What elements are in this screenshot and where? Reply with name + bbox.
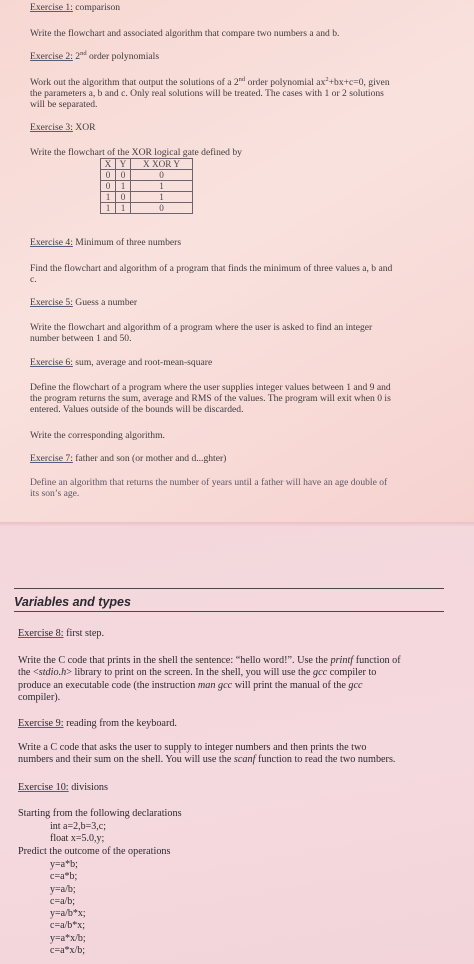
section-rule-top: [14, 588, 444, 589]
exercise-9-line-2: numbers and their sum on the shell. You will use the scanf function to read the two numbers.: [18, 754, 396, 766]
exercise-5-line-2: number between 1 and 50.: [30, 333, 132, 344]
header-y: Y: [116, 159, 131, 170]
declaration-line: float x=5.0,y;: [50, 833, 105, 845]
exercise-6-line-2: the program returns the sum, average and RMS of the values. The program will exit when 0 is: [30, 393, 391, 404]
exercise-8-body: [18, 655, 448, 705]
exercise-10-predict: Predict the outcome of the operations: [18, 846, 171, 857]
declarations: [50, 821, 106, 846]
exercise-10-intro: Starting from the following declarations: [18, 808, 182, 819]
cell: 0: [131, 203, 193, 214]
exercise-4-line-2: c.: [30, 274, 37, 285]
cell: 1: [116, 181, 131, 192]
operation-line: y=a*b;: [50, 859, 78, 870]
exercise-2-title: 2nd order polynomials: [75, 49, 160, 62]
exercise-10-heading: [18, 782, 448, 794]
exercise-1-label: Exercise 1:: [30, 2, 73, 13]
table-row: [101, 192, 193, 203]
cell: 0: [101, 170, 116, 181]
cell: 1: [101, 203, 116, 214]
exercise-1-body: Write the flowchart and associated algorithm that compare two numbers a and b.: [30, 28, 340, 39]
exercise-9-title: reading from the keyboard.: [66, 718, 177, 729]
cell: 0: [116, 192, 131, 203]
exercise-5-body: [30, 322, 430, 344]
operation-line: y=a/b*x;: [50, 908, 86, 920]
xor-truth-table: [100, 158, 193, 214]
exercise-4-line-1: Find the flowchart and algorithm of a program that finds the minimum of three values a, b and: [30, 263, 393, 274]
exercise-3-body: Write the flowchart of the XOR logical gate defined by: [30, 147, 242, 158]
operation-line: c=a/b*x;: [50, 920, 86, 932]
exercise-4-body: [30, 263, 430, 285]
exercise-10-title: divisions: [71, 782, 108, 793]
exercise-2-label: Exercise 2:: [30, 51, 73, 62]
operation-line: c=a*x/b;: [50, 945, 86, 957]
operation-line: c=a*b;: [50, 871, 78, 883]
cell: 1: [116, 203, 131, 214]
exercise-10-label: Exercise 10:: [18, 782, 69, 793]
exercise-7-heading: [30, 453, 430, 464]
cell: 0: [116, 170, 131, 181]
exercise-8-line-4: compiler).: [18, 692, 61, 704]
exercise-1-title: comparison: [75, 2, 121, 13]
table-row: [101, 181, 193, 192]
cell: 1: [101, 192, 116, 203]
cell: 1: [131, 192, 193, 203]
exercise-9-body: [18, 742, 448, 767]
exercise-6-body: [30, 382, 430, 415]
exercise-7-line-1: Define an algorithm that returns the number of years until a father will have an age double of: [30, 477, 388, 488]
operation-line: y=a/b;: [50, 883, 76, 895]
declaration-line: int a=2,b=3,c;: [50, 821, 106, 832]
exercise-9-heading: [18, 718, 448, 730]
operation-line: c=a/b;: [50, 895, 76, 907]
exercise-3-title: XOR: [75, 122, 96, 133]
exercise-3-heading: [30, 122, 430, 133]
exercise-8-line-1: Write the C code that prints in the shell the sentence: “hello word!”. Use the printf function of: [18, 655, 401, 666]
xor-table-header: [101, 159, 193, 170]
exercise-3-label: Exercise 3:: [30, 122, 73, 133]
exercise-5-line-1: Write the flowchart and algorithm of a program where the user is asked to find an integer: [30, 322, 373, 333]
table-row: [101, 203, 193, 214]
exercise-2-body: [30, 77, 430, 110]
exercise-7-line-2: its son’s age.: [30, 488, 80, 499]
exercise-2-line-1: Work out the algorithm that output the solutions of a 2nd order polynomial $ax^2+bx+c=0$, given: [30, 75, 390, 88]
exercise-6-line-3: entered. Values outside of the bounds will be discarded.: [30, 404, 244, 415]
exercise-7-title: father and son (or mother and d...ghter): [75, 453, 227, 464]
exercise-6-label: Exercise 6:: [30, 357, 73, 368]
exercise-6-line-1: Define the flowchart of a program where the user supplies integer values between 1 and 9 and: [30, 382, 391, 393]
operation-line: y=a*x/b;: [50, 932, 86, 944]
exercise-7-label: Exercise 7:: [30, 453, 73, 464]
cell: 0: [101, 181, 116, 192]
exercise-6-title: sum, average and root-mean-square: [75, 357, 213, 368]
exercise-8-title: first step.: [66, 628, 105, 639]
section-title: Variables and types: [14, 595, 131, 609]
exercise-5-label: Exercise 5:: [30, 297, 73, 308]
exercise-8-heading: [18, 628, 448, 640]
exercise-2-line-2: the parameters a, b and c. Only real solutions will be treated. The cases with 1 or 2 solutions: [30, 88, 384, 99]
table-row: [101, 170, 193, 181]
exercise-2-line-3: will be separated.: [30, 99, 98, 110]
exercise-2-heading: [30, 51, 430, 62]
cell: 0: [131, 170, 193, 181]
exercise-8-label: Exercise 8:: [18, 628, 64, 639]
exercise-9-line-1: Write a C code that asks the user to supply to integer numbers and then prints the two: [18, 742, 367, 753]
exercise-8-line-2: the <stdio.h> library to print on the screen. In the shell, you will use the gcc compiler to: [18, 667, 377, 679]
exercise-4-title: Minimum of three numbers: [75, 237, 182, 248]
exercise-6-heading: [30, 357, 430, 368]
bottom-sheet: [0, 526, 474, 964]
exercise-4-label: Exercise 4:: [30, 237, 73, 248]
section-rule-bottom: [14, 611, 444, 612]
operations-list: [50, 859, 86, 957]
header-xor: X XOR Y: [131, 159, 193, 170]
exercise-5-title: Guess a number: [75, 297, 138, 308]
exercise-1-heading: [30, 2, 430, 13]
exercise-8-line-3: produce an executable code (the instruction man gcc will print the manual of the gcc: [18, 679, 363, 691]
exercise-9-label: Exercise 9:: [18, 718, 64, 729]
header-x: X: [101, 159, 116, 170]
cell: 1: [131, 181, 193, 192]
exercise-7-body: [30, 477, 430, 499]
exercise-6-line-4: Write the corresponding algorithm.: [30, 430, 165, 441]
exercise-5-heading: [30, 297, 430, 308]
exercise-4-heading: [30, 237, 430, 248]
